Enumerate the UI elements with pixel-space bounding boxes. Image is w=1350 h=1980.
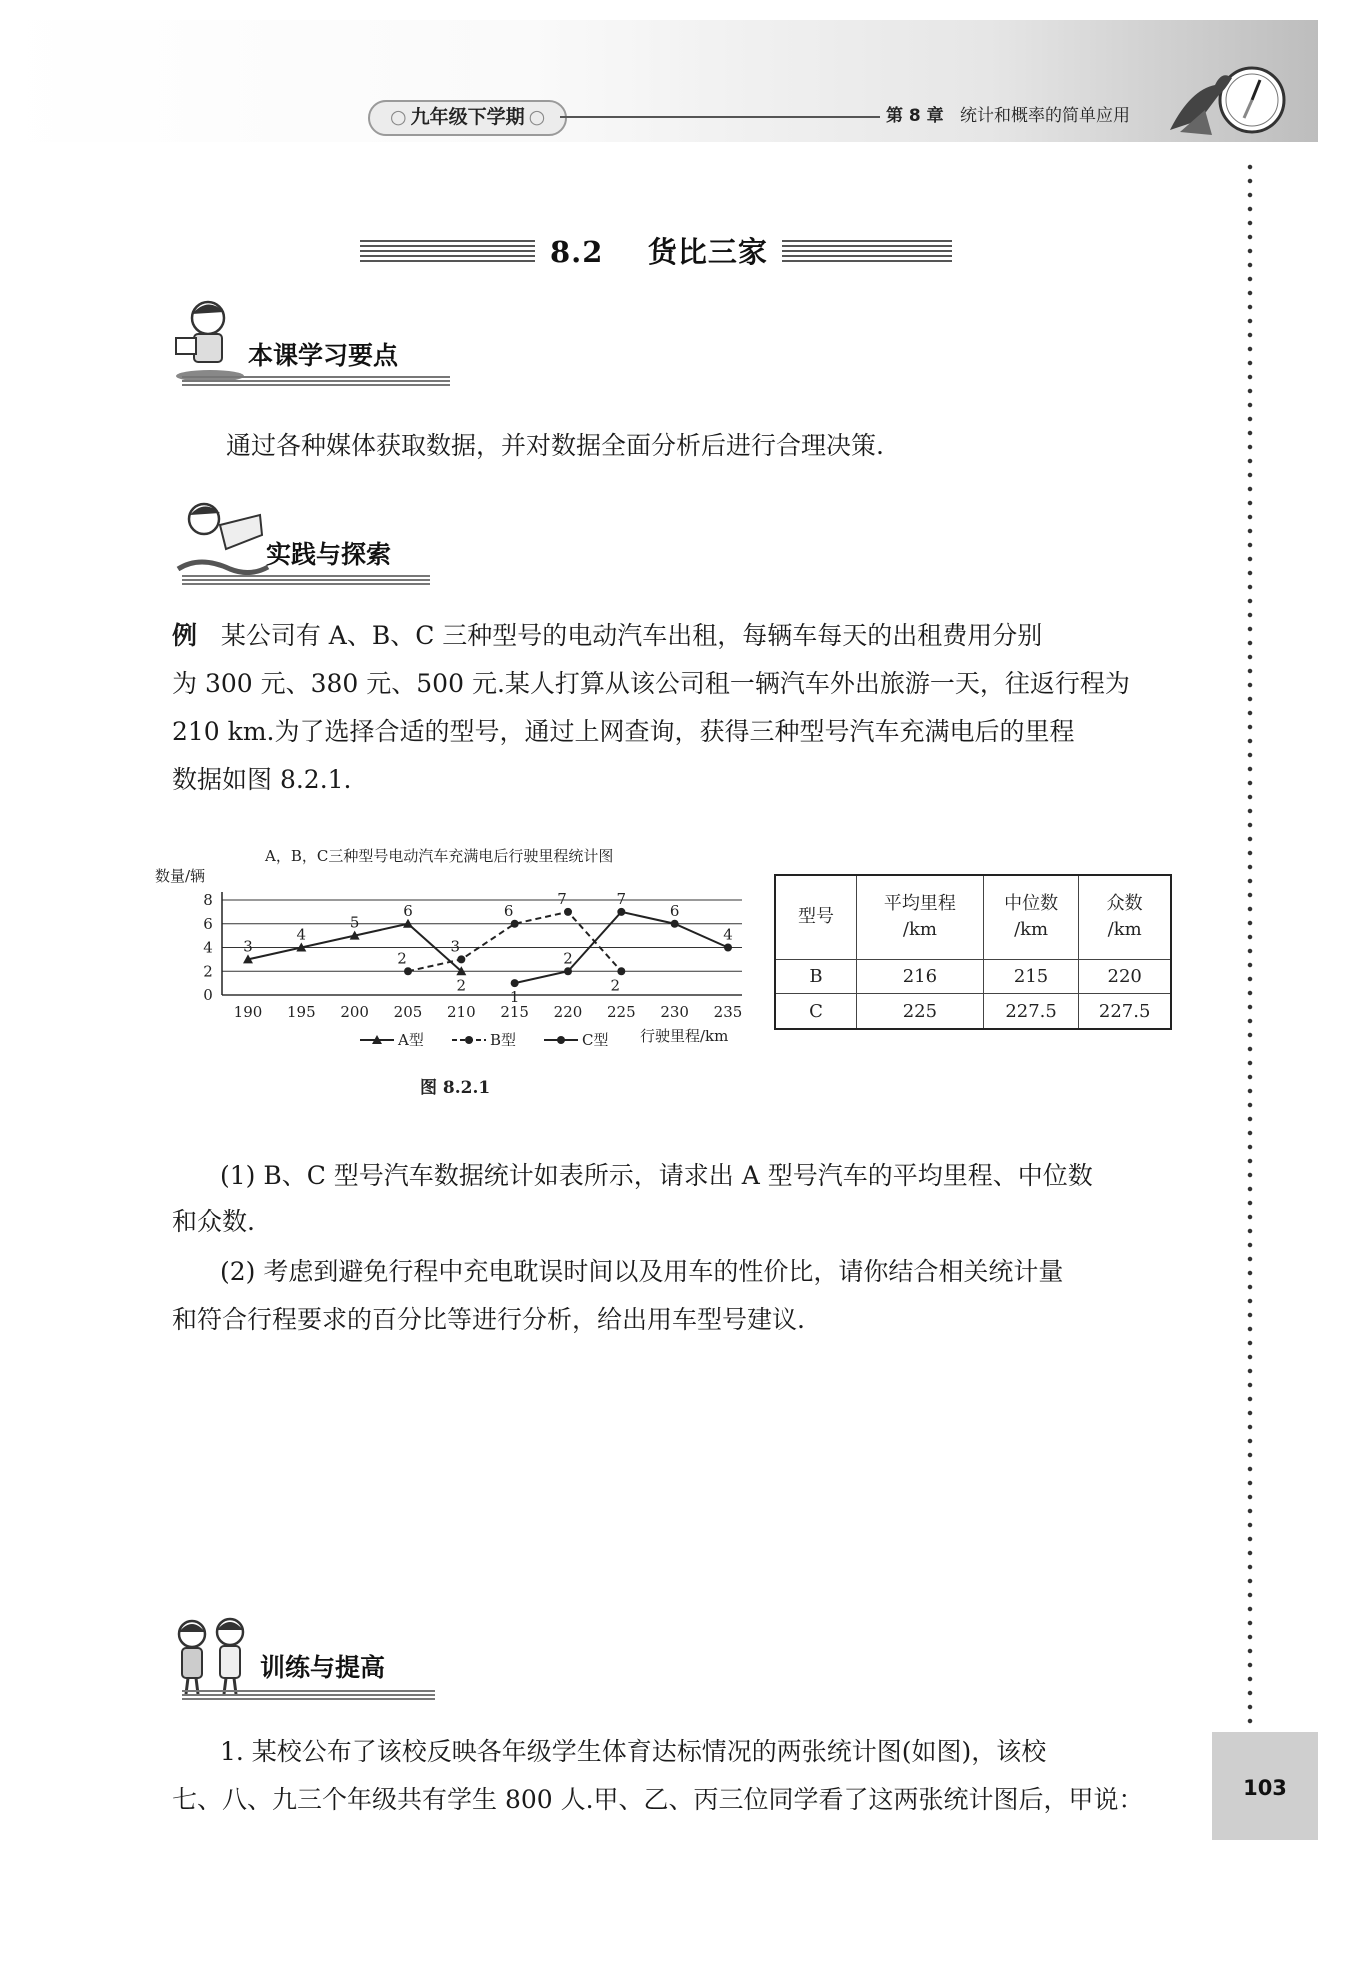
chart-title: A，B，C三种型号电动汽车充满电后行驶里程统计图 xyxy=(265,847,614,865)
heading-label: 训练与提高 xyxy=(260,1653,386,1682)
chart-data-label: 2 xyxy=(456,976,467,995)
chart-y-axis-label: 数量/辆 xyxy=(155,867,206,885)
example-line-2: 为 300 元、380 元、500 元.某人打算从该公司租一辆汽车外出旅游一天，往返行程为 xyxy=(172,669,1130,698)
chart-point xyxy=(511,920,519,928)
table-row xyxy=(775,994,1171,1029)
chart-data-label: 2 xyxy=(397,949,407,968)
table-header-cell: 平均里程 /km xyxy=(857,875,984,959)
table-cell: 220 xyxy=(1079,959,1171,994)
chart-point xyxy=(511,979,519,987)
table-cell: C xyxy=(775,994,857,1029)
chart-data-label: 1 xyxy=(509,988,520,1007)
chart-x-tick-label: 195 xyxy=(287,1003,316,1021)
chart-y-tick-label: 0 xyxy=(203,986,213,1004)
chart-point xyxy=(564,967,572,975)
chart-data-label: 7 xyxy=(557,889,567,908)
chart-point xyxy=(564,908,572,916)
exercise-1-line-2: 七、八、九三个年级共有学生 800 人.甲、乙、丙三位同学看了这两张统计图后，甲说： xyxy=(172,1785,1144,1814)
legend-label: C型 xyxy=(582,1031,609,1049)
chart-data-label: 4 xyxy=(723,925,733,944)
table-header-row xyxy=(775,875,1171,959)
heading-band xyxy=(182,376,450,386)
chart-data-label: 6 xyxy=(669,901,680,920)
chart-data-label: 3 xyxy=(450,937,461,956)
table-row xyxy=(775,959,1171,994)
chapter-number: 第 8 章 xyxy=(886,106,944,126)
chart-point xyxy=(724,944,732,952)
example-label: 例 xyxy=(172,621,198,650)
chart-y-tick-label: 4 xyxy=(203,938,213,957)
heading-practice xyxy=(170,495,430,585)
chart-x-axis-label: 行驶里程/km xyxy=(640,1027,729,1045)
table-cell: 225 xyxy=(857,994,984,1029)
heading-label: 本课学习要点 xyxy=(248,341,399,370)
legend-marker xyxy=(557,1036,565,1044)
chart-x-tick-label: 205 xyxy=(393,1003,423,1021)
student-reading-icon xyxy=(170,296,250,386)
chart-x-tick-label: 220 xyxy=(553,1003,583,1021)
chart-data-label: 3 xyxy=(243,937,253,956)
example-line-4: 数据如图 8.2.1. xyxy=(172,765,352,794)
exercise-1-line-1: 1. 某校公布了该校反映各年级学生体育达标情况的两张统计图(如图)，该校 xyxy=(220,1737,1047,1766)
question-1-line-2: 和众数. xyxy=(172,1207,255,1236)
chart-data-label: 6 xyxy=(503,901,514,920)
chart-point xyxy=(404,967,412,975)
title-bars-left xyxy=(360,240,535,262)
chart-x-tick-label: 225 xyxy=(607,1003,636,1021)
heading-training xyxy=(170,1610,435,1700)
table-header-cell: 中位数 /km xyxy=(983,875,1079,959)
page-number: 103 xyxy=(1243,1776,1287,1800)
chart-x-tick-label: 235 xyxy=(713,1003,743,1021)
example-text: 某公司有 A、B、C 三种型号的电动汽车出租，每辆车每天的出租费用分别 xyxy=(220,621,1043,650)
grade-label: ○ 九年级下学期 ○ xyxy=(368,100,567,136)
two-students-icon xyxy=(170,1610,260,1700)
question-1-line-1: (1) B、C 型号汽车数据统计如表所示，请求出 A 型号汽车的平均里程、中位数 xyxy=(220,1161,1093,1190)
table-header-cell: 型号 xyxy=(775,875,857,959)
chart-axes xyxy=(203,891,742,1021)
legend-label: B型 xyxy=(490,1031,517,1049)
page-tab xyxy=(1212,1732,1318,1840)
heading-band xyxy=(182,575,430,585)
title-bars-right xyxy=(782,240,952,262)
chart-data-label: 2 xyxy=(610,976,621,995)
heading-band xyxy=(182,1690,435,1700)
chart-data-label: 7 xyxy=(616,889,627,908)
heading-label: 实践与探索 xyxy=(266,540,392,569)
table-cell: 215 xyxy=(983,959,1079,994)
chart-data-label: 6 xyxy=(403,901,413,920)
chart-data-label: 4 xyxy=(296,925,307,944)
header-rule xyxy=(560,116,880,118)
chart-y-tick-label: 2 xyxy=(203,962,213,981)
chart-x-tick-label: 210 xyxy=(447,1003,476,1021)
chart-y-tick-label: 8 xyxy=(203,891,213,909)
example-line-1 xyxy=(172,612,1042,659)
table-cell: 216 xyxy=(857,959,984,994)
chapter-title: 统计和概率的简单应用 xyxy=(960,106,1130,126)
margin-dots xyxy=(1247,160,1253,1730)
heading-key-points xyxy=(170,296,450,386)
table-cell: 227.5 xyxy=(1079,994,1171,1029)
example-line-3: 210 km.为了选择合适的型号，通过上网查询，获得三种型号汽车充满电后的里程 xyxy=(172,717,1075,746)
chart-point xyxy=(457,955,465,963)
mileage-line-chart xyxy=(150,845,760,1065)
legend-label: A型 xyxy=(398,1031,424,1049)
question-2-line-1: (2) 考虑到避免行程中充电耽误时间以及用车的性价比，请你结合相关统计量 xyxy=(220,1257,1064,1286)
chart-data-label: 5 xyxy=(349,913,360,932)
stats-table xyxy=(774,874,1172,1030)
chart-point xyxy=(671,920,679,928)
chart-x-tick-label: 200 xyxy=(340,1003,369,1021)
section-name: 货比三家 xyxy=(647,235,768,269)
table-cell: 227.5 xyxy=(983,994,1079,1029)
key-points-text: 通过各种媒体获取数据，并对数据全面分析后进行合理决策. xyxy=(226,431,884,460)
section-title xyxy=(550,230,768,271)
compass-runner-icon xyxy=(1160,60,1290,140)
table-header-cell: 众数 /km xyxy=(1079,875,1171,959)
chart-legend xyxy=(360,1031,608,1049)
question-2-line-2: 和符合行程要求的百分比等进行分析，给出用车型号建议. xyxy=(172,1305,805,1334)
chart-x-tick-label: 215 xyxy=(500,1003,529,1021)
legend-marker xyxy=(465,1036,473,1044)
chart-point xyxy=(617,908,625,916)
table-cell: B xyxy=(775,959,857,994)
chart-x-tick-label: 190 xyxy=(233,1003,263,1021)
figure-caption: 图 8.2.1 xyxy=(420,1078,491,1098)
section-number: 8.2 xyxy=(550,235,604,269)
chart-y-tick-label: 6 xyxy=(203,914,213,933)
chart-data-label: 2 xyxy=(563,949,573,968)
chart-x-tick-label: 230 xyxy=(660,1003,689,1021)
chart-point xyxy=(617,967,625,975)
student-surfing-icon xyxy=(170,495,270,585)
